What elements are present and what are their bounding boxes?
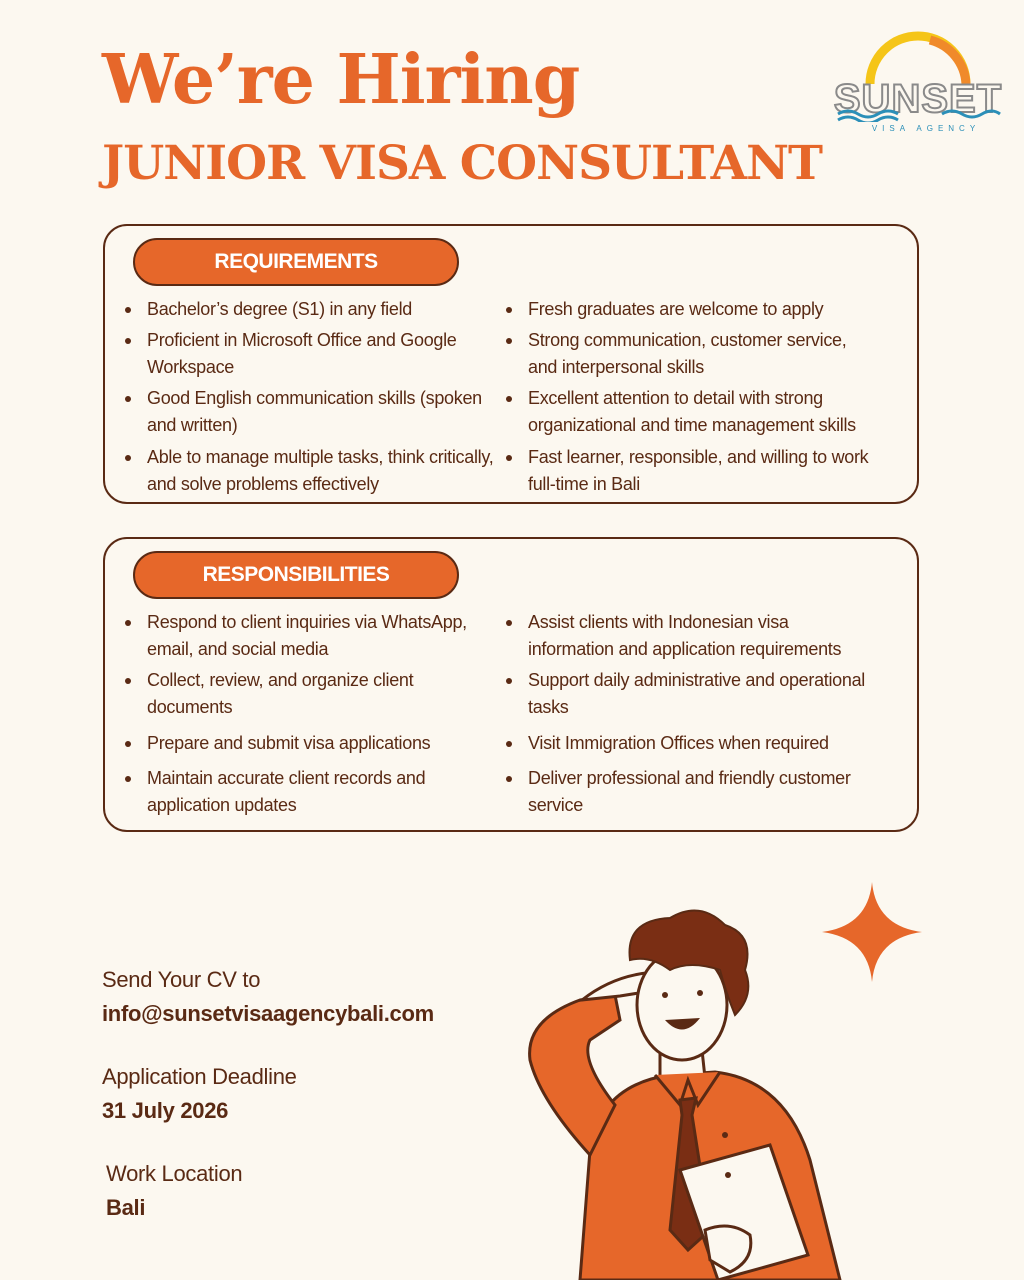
list-item: Fast learner, responsible, and willing to work full-time in Bali	[506, 444, 876, 498]
application-deadline	[102, 1064, 297, 1124]
responsibilities-card	[103, 537, 919, 832]
list-item: Proficient in Microsoft Office and Google Workspace	[125, 327, 495, 381]
work-location	[106, 1161, 242, 1221]
location-value: Bali	[106, 1195, 146, 1220]
list-item: Able to manage multiple tasks, think critically, and solve problems effectively	[125, 444, 495, 498]
requirements-list-left	[125, 296, 495, 502]
cv-contact	[102, 967, 434, 1027]
requirements-heading: REQUIREMENTS	[133, 238, 459, 286]
responsibilities-list-right	[506, 609, 876, 819]
list-item: Assist clients with Indonesian visa information and application requirements	[506, 609, 876, 663]
person-illustration	[520, 900, 860, 1280]
cv-label: Send Your CV to	[102, 967, 261, 992]
sunset-logo	[832, 26, 1004, 138]
list-item: Strong communication, customer service, and interpersonal skills	[506, 327, 876, 381]
list-item: Respond to client inquiries via WhatsApp, email, and social media	[125, 609, 495, 663]
deadline-value: 31 July 2026	[102, 1098, 229, 1123]
list-item: Bachelor’s degree (S1) in any field	[125, 296, 495, 323]
svg-text:SUNSET: SUNSET	[833, 77, 1003, 121]
job-title: JUNIOR VISA CONSULTANT	[102, 136, 823, 191]
list-item: Fresh graduates are welcome to apply	[506, 296, 876, 323]
responsibilities-list-left	[125, 609, 495, 819]
list-item: Deliver professional and friendly customer service	[506, 765, 876, 819]
cv-email-link[interactable]: info@sunsetvisaagencybali.com	[102, 1001, 434, 1026]
requirements-list-right	[506, 296, 876, 502]
deadline-label: Application Deadline	[102, 1064, 297, 1089]
list-item: Collect, review, and organize client documents	[125, 667, 495, 721]
list-item: Visit Immigration Offices when required	[506, 730, 876, 757]
sunset-logo-icon	[832, 26, 1004, 122]
logo-tagline: VISA AGENCY	[871, 124, 981, 133]
list-item: Excellent attention to detail with strong organizational and time management skills	[506, 385, 876, 439]
responsibilities-heading: RESPONSIBILITIES	[133, 551, 459, 599]
list-item: Maintain accurate client records and application updates	[125, 765, 495, 819]
location-label: Work Location	[106, 1161, 243, 1186]
list-item: Support daily administrative and operational tasks	[506, 667, 876, 721]
list-item: Prepare and submit visa applications	[125, 730, 495, 757]
list-item: Good English communication skills (spoken and written)	[125, 385, 495, 439]
headline: We’re Hiring	[102, 40, 580, 120]
requirements-card	[103, 224, 919, 504]
